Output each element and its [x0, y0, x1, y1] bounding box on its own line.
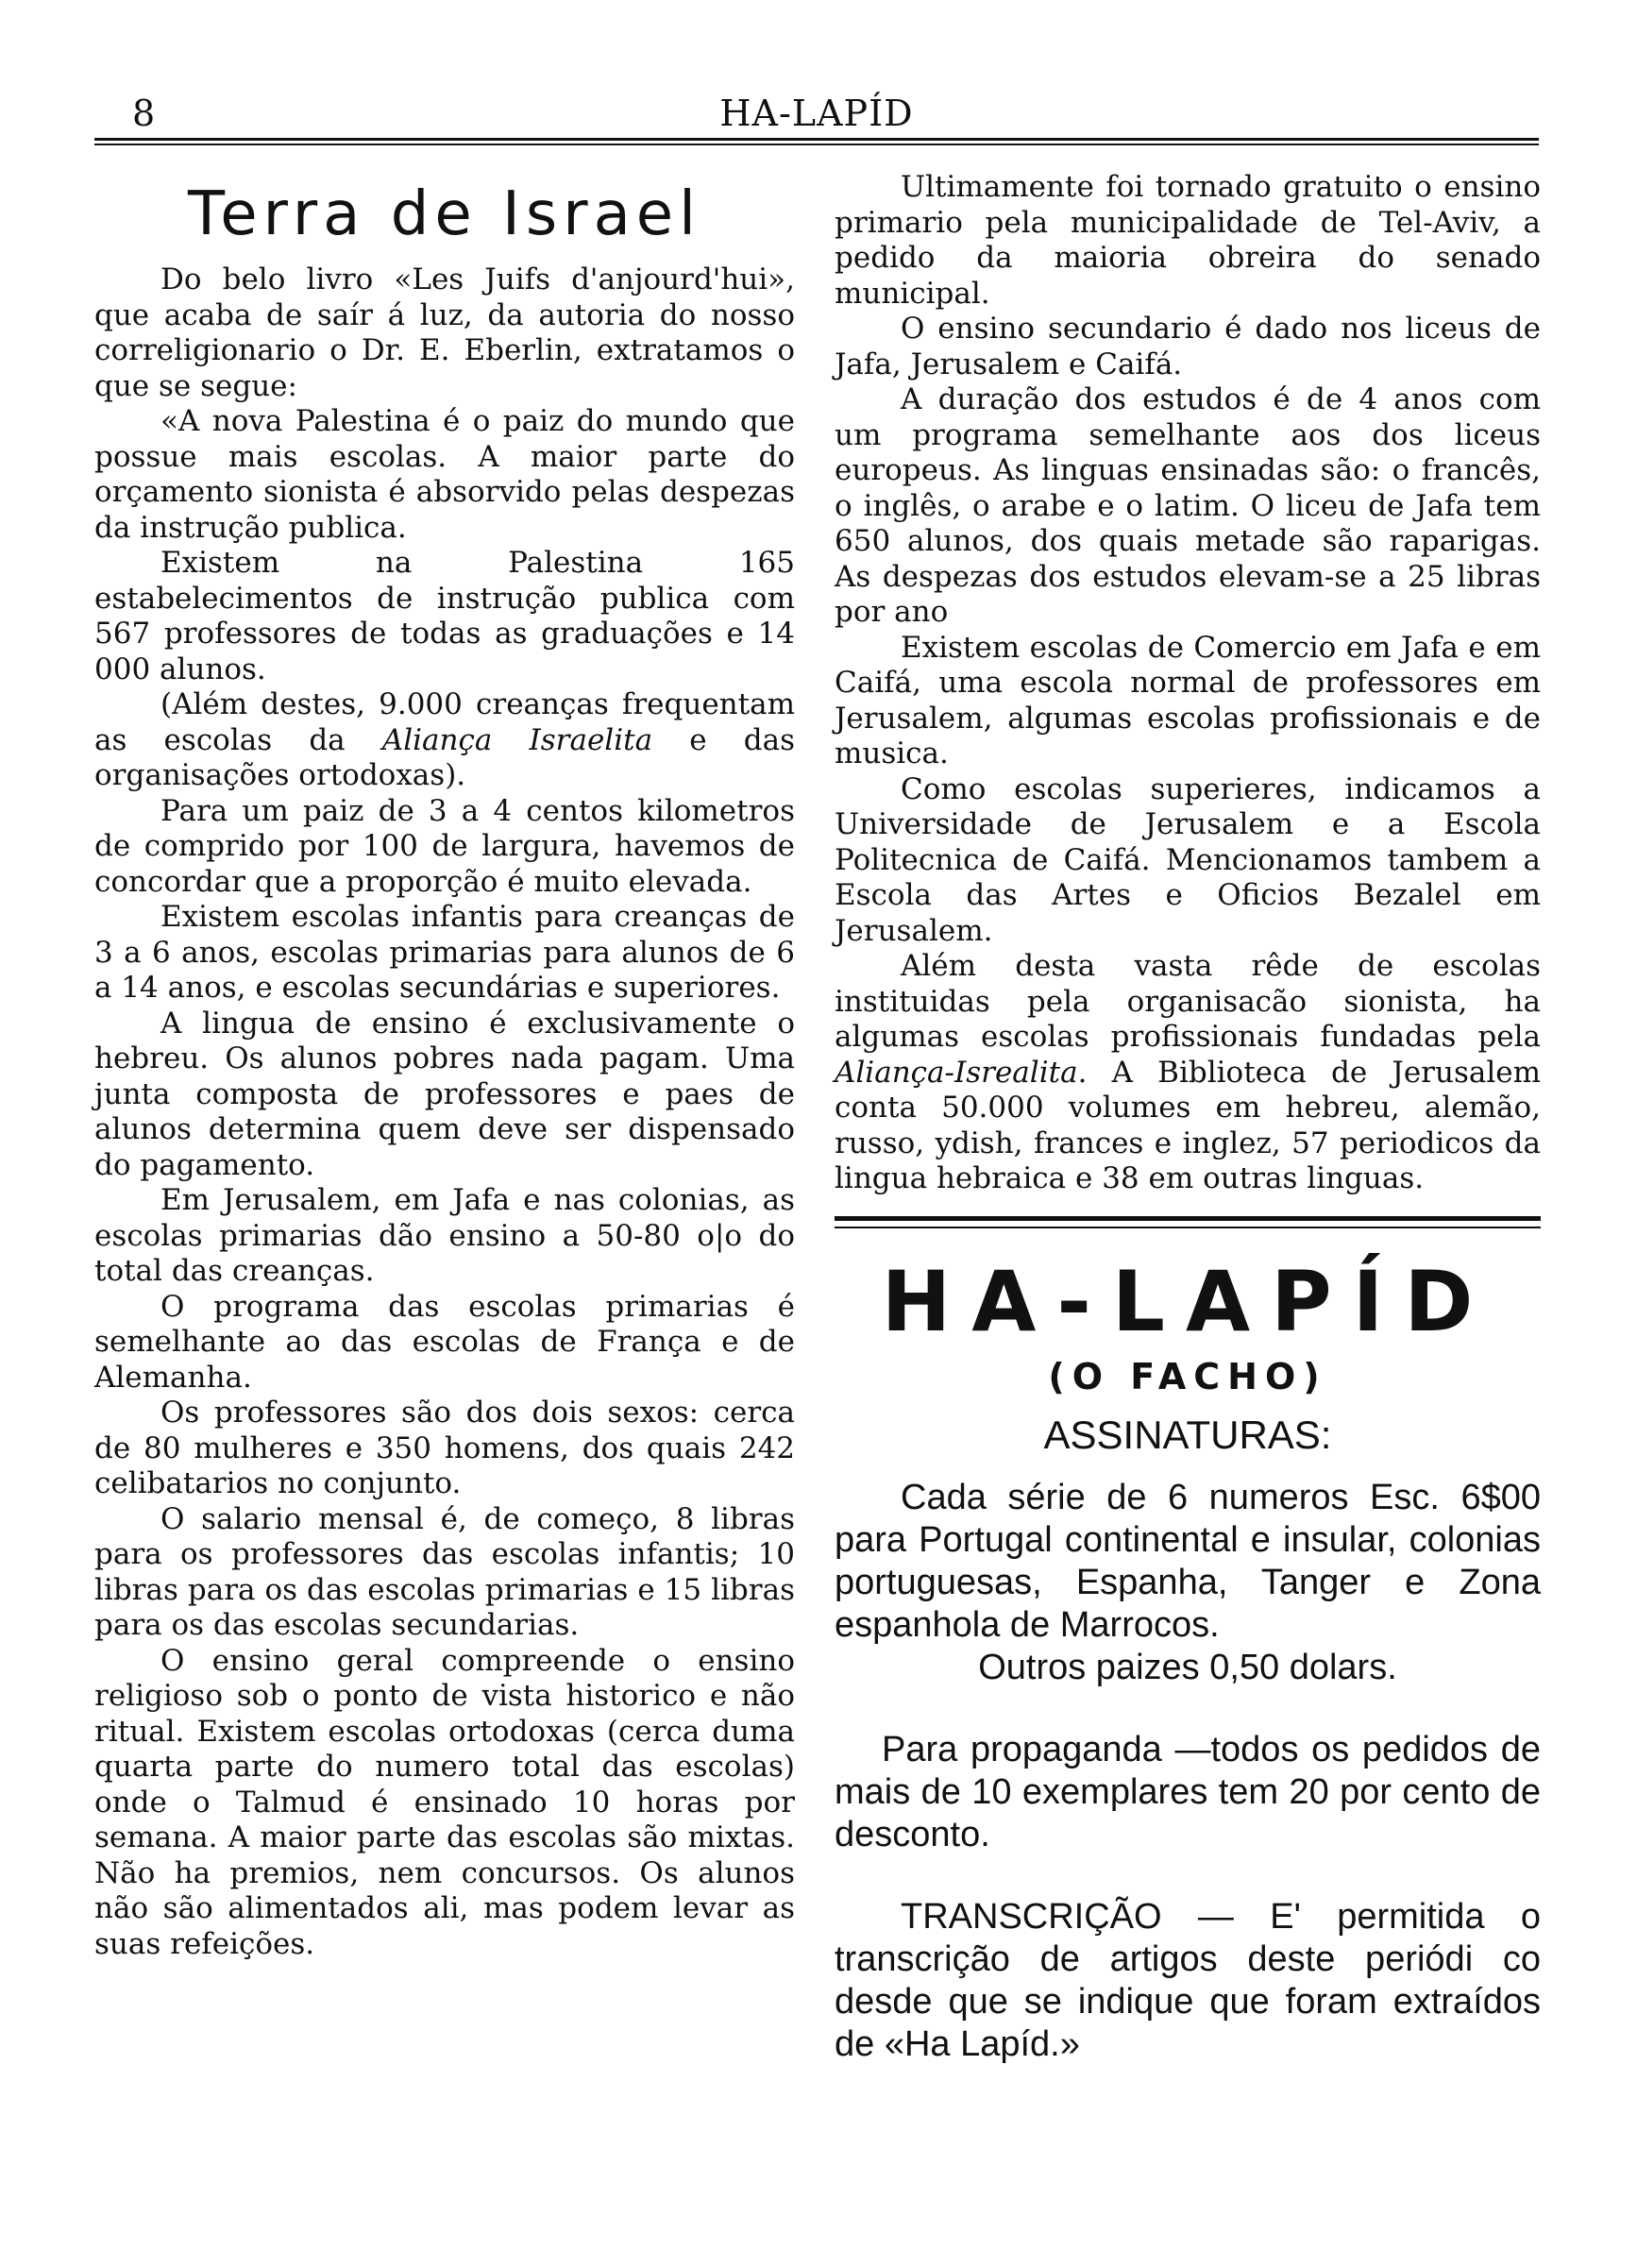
article-paragraph: O ensino secundario é dado nos liceus de Jafa, Jerusalem e Caifá.: [835, 312, 1541, 381]
article-paragraph: A duração dos estudos é de 4 anos com um programa semelhante aos dos liceus europeus. As linguas ensinadas são: o francês, o inglês, o arabe e o latim. O liceu de Jafa tem 650 alunos, dos quais metade são raparigas. As despezas dos estudos elevam-se a 25 libras por ano: [835, 382, 1541, 629]
left-column: [94, 170, 795, 1962]
transcription-text: TRANSCRIÇÃO — E' permitida o transcrição de artigos deste periódi co desde que se indique que foram extraídos de «Ha Lapíd.»: [835, 1896, 1541, 2064]
article-paragraph: Em Jerusalem, em Jafa e nas colonias, as escolas primarias dão ensino a 50-80 o|o do total das creanças.: [94, 1183, 795, 1288]
header-rule: [94, 138, 1539, 141]
article-paragraph: «A nova Palestina é o paiz do mundo que possue mais escolas. A maior parte do orçamento sionista é absorvido pelas despezas da instrução publica.: [94, 404, 795, 545]
brand-title: HA-LAPÍD: [881, 1252, 1494, 1350]
article-paragraph: O ensino geral compreende o ensino religioso sob o ponto de vista historico e não ritual. Existem escolas ortodoxas (cerca duma quarta parte do numero total das escolas) onde o Talmud é ensinado 10 horas por semana. A maior parte das escolas são mixtas. Não ha premios, nem concursos. Os alunos não são alimentados ali, mas podem levar as suas refeições.: [94, 1643, 795, 1961]
article-paragraph: A lingua de ensino é exclusivamente o hebreu. Os alunos pobres nada pagam. Uma junta composta de professores e paes de alunos determina quem deve ser dispensado do pagamento.: [94, 1006, 795, 1182]
article-paragraph: Ultimamente foi tornado gratuito o ensino primario pela municipalidade de Tel-Aviv, a pedido da maioria obreira do senado municipal.: [835, 170, 1541, 311]
article-paragraph: Os professores são dos dois sexos: cerca de 80 mulheres e 350 homens, dos quais 242 celibatarios no conjunto.: [94, 1396, 795, 1500]
section-divider: [835, 1216, 1541, 1221]
price-notice: [835, 1477, 1541, 1689]
propaganda-notice: [835, 1729, 1541, 1856]
article-body-right: [835, 170, 1541, 1197]
article-body-left: [94, 262, 795, 1962]
running-header: [94, 93, 1539, 149]
article-paragraph: (Além destes, 9.000 creanças frequentam as escolas da Aliança Israelita e das organisações ortodoxas).: [94, 687, 795, 792]
article-paragraph: O programa das escolas primarias é semelhante ao das escolas de França e de Alemanha.: [94, 1289, 795, 1395]
subscriptions-heading: ASSINATURAS:: [1043, 1412, 1332, 1457]
article-paragraph: Existem na Palestina 165 estabelecimentos de instrução publica com 567 professores de todas as graduações e 14 000 alunos.: [94, 546, 795, 686]
right-column: [835, 170, 1541, 2106]
propaganda-text: Para propaganda —todos os pedidos de mais de 10 exemplares tem 20 por cento de desconto.: [835, 1729, 1541, 1854]
running-title: HA-LAPÍD: [719, 93, 914, 134]
article-paragraph: Do belo livro «Les Juifs d'anjourd'hui», que acaba de saír á luz, da autoria do nosso correligionario o Dr. E. Eberlin, extratamos o que se segue:: [94, 262, 795, 403]
article-paragraph: Além desta vasta rêde de escolas instituidas pela organisacão sionista, ha algumas escolas profissionais fundadas pela Aliança-Isrealita. A Biblioteca de Jerusalem conta 50.000 volumes em hebreu, alemão, russo, ydish, frances e inglez, 57 periodicos da lingua hebraica e 38 em outras linguas.: [835, 949, 1541, 1195]
transcription-notice: [835, 1896, 1541, 2066]
article-paragraph: O salario mensal é, de começo, 8 libras para os professores das escolas infantis; 10 libras para os das escolas primarias e 15 libras para os das escolas secundarias.: [94, 1501, 795, 1642]
subscription-box: [835, 1253, 1541, 2066]
brand-subtitle: (O FACHO): [1048, 1355, 1327, 1397]
article-paragraph: Existem escolas de Comercio em Jafa e em Caifá, uma escola normal de professores em Jerusalem, algumas escolas profissionais e de musica.: [835, 630, 1541, 770]
article-title: Terra de Israel: [188, 179, 701, 249]
other-countries-text: Outros paizes 0,50 dolars.: [978, 1647, 1397, 1687]
article-paragraph: Para um paiz de 3 a 4 centos kilometros de comprido por 100 de largura, havemos de concordar que a proporção é muito elevada.: [94, 793, 795, 899]
page-number: 8: [132, 93, 156, 134]
article-paragraph: Existem escolas infantis para creanças de 3 a 6 anos, escolas primarias para alunos de 6 a 14 anos, e escolas secundárias e superiores.: [94, 900, 795, 1005]
price-text: Cada série de 6 numeros Esc. 6$00 para Portugal continental e insular, colonias portuguesas, Espanha, Tanger e Zona espanhola de Marrocos.: [835, 1477, 1541, 1645]
section-divider-thin: [835, 1227, 1541, 1228]
header-rule-thin: [94, 144, 1539, 145]
article-paragraph: Como escolas superieres, indicamos a Universidade de Jerusalem e a Escola Politecnica de Caifá. Mencionamos tambem a Escola das Artes e Oficios Bezalel em Jerusalem.: [835, 771, 1541, 948]
